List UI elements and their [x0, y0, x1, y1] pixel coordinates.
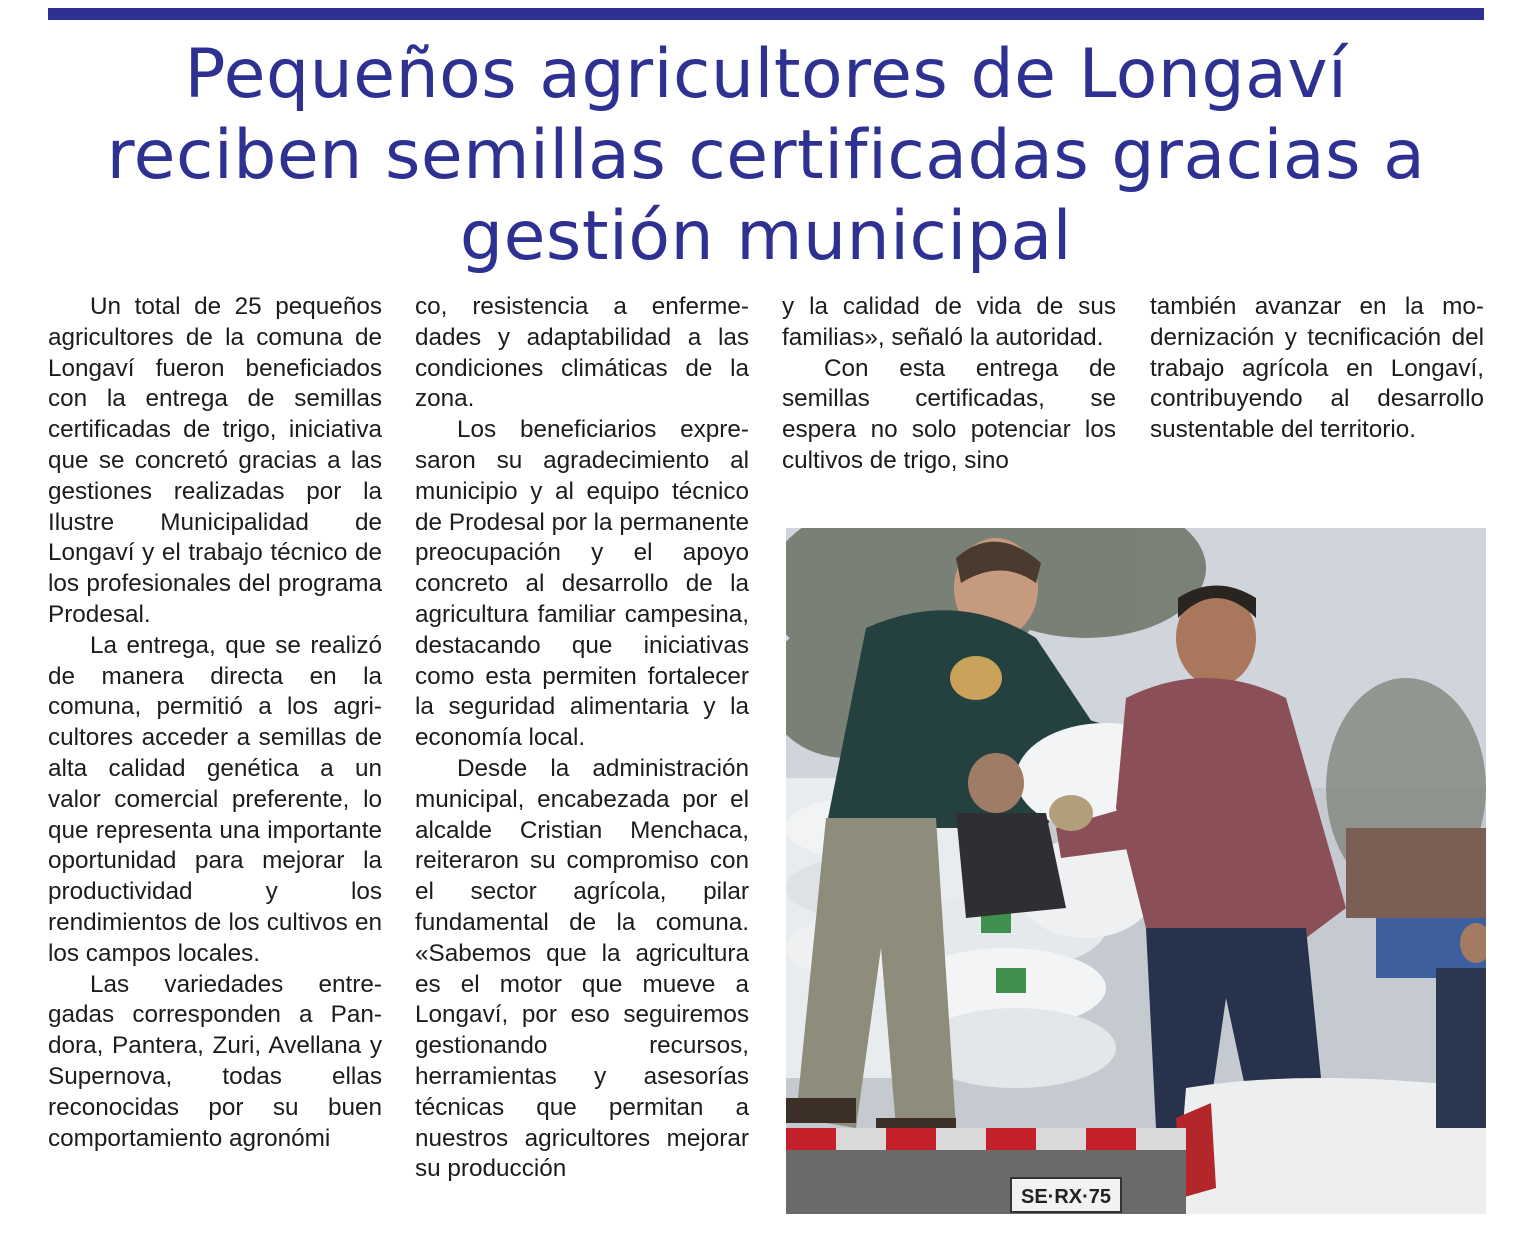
column-4 — [1150, 292, 1484, 446]
col2-paragraph-1: co, resistencia a enfermedades y adaptabilidad a las condiciones climáticas de la zona. — [415, 293, 749, 413]
background-building — [1346, 828, 1486, 918]
license-plate-text: SE·RX·75 — [1020, 1186, 1112, 1208]
column-1 — [48, 292, 382, 1154]
top-rule — [48, 8, 1484, 20]
col2-paragraph-3: Desde la administración municipal, encabezada por el alcalde Cristian Menchaca, reiteraron su compromiso con el sector agrícola, pilar fundamental de la comuna. «Sabemos que la agricultura es el motor que mueve a Longaví, por eso seguiremos gestionando recursos, herramientas y asesorías técnicas que permitan a nuestros agricultores mejorar su producción — [415, 754, 749, 1183]
headline: Pequeños agricultores de Longaví reciben semillas certificadas gracias a gestión municipal — [106, 35, 1426, 276]
col3-paragraph-1: y la calidad de vida de sus familias», señaló la autoridad. — [782, 293, 1116, 351]
col1-paragraph-1: Un total de 25 pequeños agricultores de la comuna de Longaví fueron beneficiados con la entrega de semillas certificadas de trigo, iniciativa que se concretó gracias a las gestiones realizadas por la Ilustre Municipalidad de Longaví y el trabajo técnico de los profesionales del programa Prodesal. — [48, 293, 382, 628]
column-2 — [415, 292, 749, 1185]
trailer-deck — [786, 1128, 1186, 1214]
col1-paragraph-3: Las variedades entregadas corresponden a Pandora, Pantera, Zuri, Avellana y Supernova, todas ellas reconocidas por su buen comportamiento agronómi — [48, 970, 382, 1152]
news-photo — [786, 528, 1486, 1214]
col2-paragraph-2: Los beneficiarios expresaron su agradecimiento al municipio y al equipo técnico de Prodesal por la permanente preocupación y el apoyo concreto al desarrollo de la agricultura familiar campesina, destacando que iniciativas como esta permiten fortalecer la seguridad alimentaria y la economía local. — [415, 416, 749, 752]
column-3 — [782, 292, 1116, 477]
col4-paragraph-1: también avanzar en la modernización y tecnificación del trabajo agrícola en Longaví, contribuyendo al desarrollo sustentable del territorio. — [1150, 293, 1484, 444]
col1-paragraph-2: La entrega, que se realizó de manera directa en la comuna, permitió a los agricultores acceder a semillas de alta calidad genética a un valor comercial preferente, lo que representa una importante oportunidad para mejorar la productividad y los rendimientos de los cultivos en los campos locales. — [48, 631, 382, 967]
col3-paragraph-2: Con esta entrega de semillas certificadas, se espera no solo potenciar los cultivos de trigo, sino — [782, 354, 1116, 474]
